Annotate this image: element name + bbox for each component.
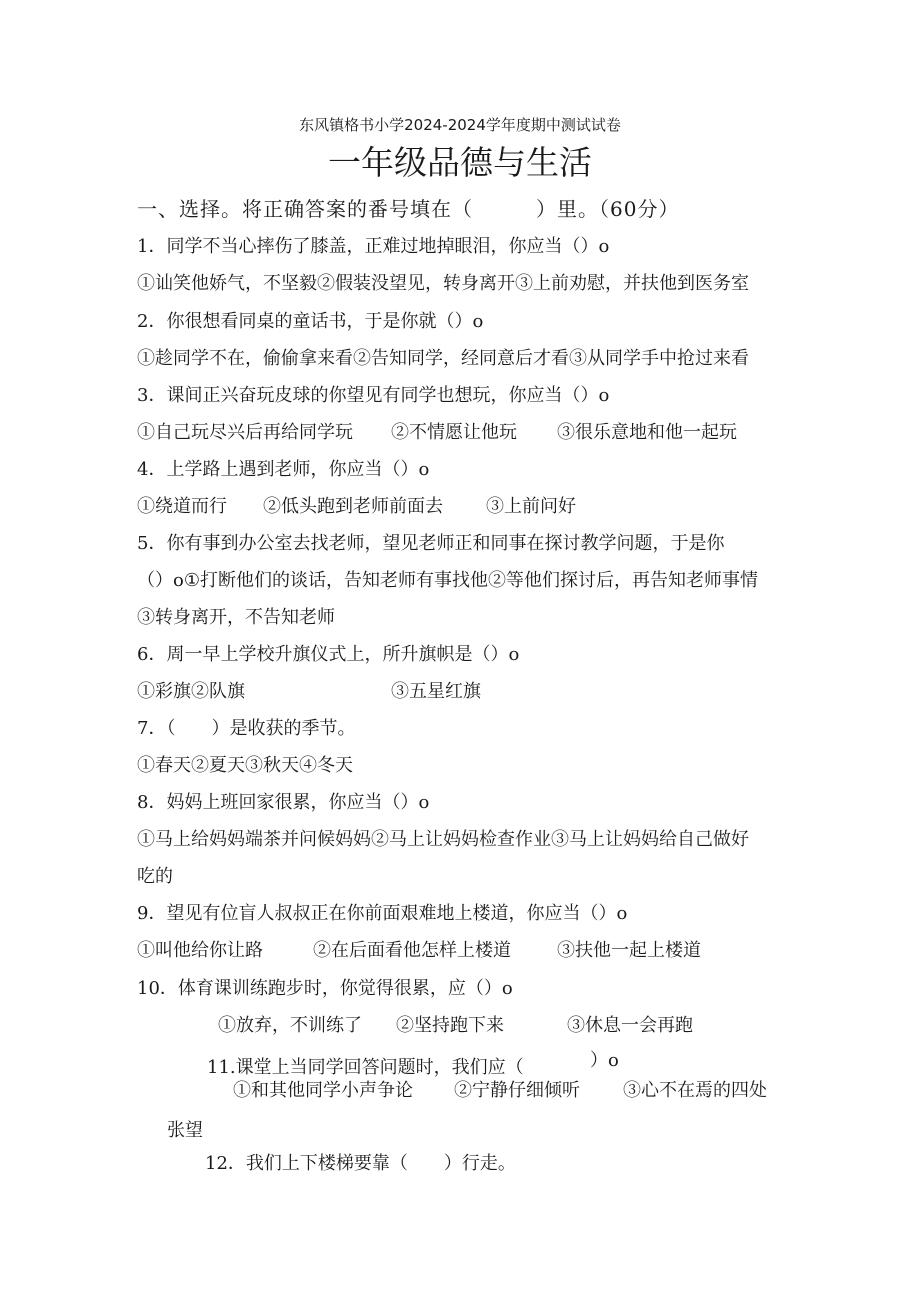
question-1: 1．同学不当心摔伤了膝盖，正难过地掉眼泪，你应当（）o: [137, 236, 610, 257]
question-9-option-2: ②在后面看他怎样上楼道: [313, 940, 511, 961]
question-5: 5．你有事到办公室去找老师，望见老师正和同事在探讨教学问题，于是你: [137, 533, 725, 554]
question-4-option-2: ②低头跑到老师前面去: [263, 496, 443, 517]
question-9: 9．望见有位盲人叔叔正在你前面艰难地上楼道，你应当（）o: [137, 903, 628, 924]
question-4-option-3: ③上前问好: [486, 496, 576, 517]
exam-title: 一年级品德与生活: [328, 143, 592, 182]
question-3-option-1: ①自己玩尽兴后再给同学玩: [137, 422, 353, 443]
question-10-option-3: ③休息一会再跑: [567, 1015, 693, 1036]
question-2: 2．你很想看同桌的童话书，于是你就（）o: [137, 311, 484, 332]
question-3-option-2: ②不情愿让他玩: [391, 422, 517, 443]
question-3-option-3: ③很乐意地和他一起玩: [557, 422, 737, 443]
question-6-options: ①彩旗②队旗: [137, 681, 245, 702]
question-9-option-1: ①叫他给你让路: [137, 940, 263, 961]
question-4-option-1: ①绕道而行: [137, 496, 227, 517]
question-9-option-3: ③扶他一起上楼道: [557, 940, 701, 961]
question-3: 3．课间正兴奋玩皮球的你望见有同学也想玩，你应当（）o: [137, 385, 610, 406]
question-5-options: （）o①打断他们的谈话，告知老师有事找他②等他们探讨后，再告知老师事情: [137, 570, 758, 591]
exam-subtitle: 东风镇格书小学2024-2024学年度期中测试试卷: [299, 116, 621, 134]
question-1-options: ①讪笑他娇气，不坚毅②假装没望见，转身离开③上前劝慰，并扶他到医务室: [137, 273, 749, 294]
question-11-option-1: ①和其他同学小声争论: [233, 1080, 413, 1101]
question-5-options-cont: ③转身离开，不告知老师: [137, 607, 335, 628]
question-10-option-1: ①放弃，不训练了: [218, 1015, 362, 1036]
question-8-options-cont: 吃的: [137, 866, 173, 887]
question-11-option-3-cont: 张望: [167, 1120, 203, 1141]
question-11-option-3: ③心不在焉的四处: [623, 1080, 767, 1101]
question-11: 11.课堂上当同学回答问题时，我们应（: [207, 1057, 524, 1078]
question-2-options: ①趁同学不在，偷偷拿来看②告知同学，经同意后才看③从同学手中抢过来看: [137, 348, 749, 369]
question-11-option-2: ②宁静仔细倾听: [454, 1080, 580, 1101]
question-10: 10．体育课训练跑步时，你觉得很累，应（）o: [137, 978, 513, 999]
question-4: 4．上学路上遇到老师，你应当（）o: [137, 459, 430, 480]
question-12: 12．我们上下楼梯要靠（ ）行走。: [205, 1153, 516, 1174]
question-8-options: ①马上给妈妈端茶并问候妈妈②马上让妈妈检查作业③马上让妈妈给自己做好: [137, 829, 749, 850]
section-heading: 一、选择。将正确答案的番号填在（ ）里。（60分）: [137, 197, 680, 221]
question-8: 8．妈妈上班回家很累，你应当（）o: [137, 792, 430, 813]
question-10-option-2: ②坚持跑下来: [396, 1015, 504, 1036]
question-7: 7．（ ）是收获的季节。: [137, 718, 356, 739]
question-6-option-3: ③五星红旗: [391, 681, 481, 702]
question-11-end: ）o: [590, 1050, 619, 1071]
question-7-options: ①春天②夏天③秋天④冬天: [137, 755, 353, 776]
question-6: 6．周一早上学校升旗仪式上，所升旗帜是（）o: [137, 644, 520, 665]
